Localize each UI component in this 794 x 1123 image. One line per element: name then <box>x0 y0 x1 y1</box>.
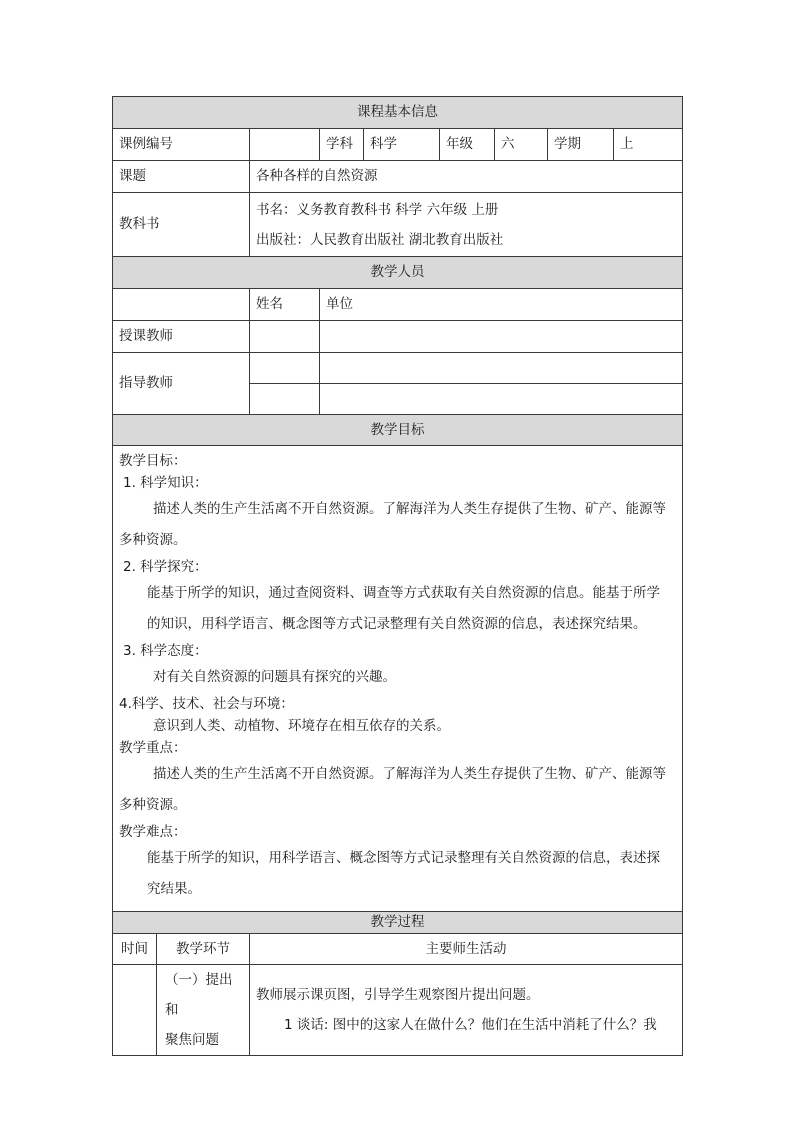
difficulty-line-2: 究结果。 <box>147 881 201 897</box>
teacher-label: 授课教师 <box>113 321 250 353</box>
activity-1-line-2: 1 谈话: 图中的这家人在做什么？他们在生活中消耗了什么？我 <box>284 1017 657 1033</box>
inquiry-title: 2. 科学探究： <box>123 559 208 575</box>
term-label: 学期 <box>548 129 614 161</box>
activity-cell-1 <box>250 965 683 1056</box>
key-points-line-1: 描述人类的生产生活离不开自然资源。了解海洋为人类生存提供了生物、矿产、能源等 <box>153 766 666 782</box>
section-basic-info: 课程基本信息 <box>113 97 683 129</box>
sts-line-1: 意识到人类、动植物、环境存在相互依存的关系。 <box>153 718 450 734</box>
teacher-name-cell <box>250 321 320 353</box>
term-value: 上 <box>614 129 683 161</box>
inquiry-line-2: 的知识，用科学语言、概念图等方式记录整理有关自然资源的信息，表述探究结果。 <box>147 616 647 632</box>
lesson-plan-table <box>112 96 683 1056</box>
staff-blank-header <box>113 289 250 321</box>
stage-header: 教学环节 <box>157 934 250 965</box>
unit-header: 单位 <box>320 289 683 321</box>
name-header: 姓名 <box>250 289 320 321</box>
stage-cell-1 <box>157 965 250 1056</box>
textbook-info <box>250 193 683 257</box>
sts-title: 4.科学、技术、社会与环境： <box>119 696 294 712</box>
lesson-plan-page <box>112 96 682 1056</box>
time-header: 时间 <box>113 934 157 965</box>
topic-label: 课题 <box>113 161 250 193</box>
key-points-line-2: 多种资源。 <box>119 797 187 813</box>
stage-1-line-1: （一）提出和 <box>165 972 233 1018</box>
case-number-label: 课例编号 <box>113 129 250 161</box>
difficulty-title: 教学难点： <box>119 824 187 840</box>
attitude-title: 3. 科学态度： <box>123 643 208 659</box>
section-goals: 教学目标 <box>113 415 683 446</box>
activity-1-line-1: 教师展示课页图，引导学生观察图片提出问题。 <box>256 987 540 1003</box>
attitude-line-1: 对有关自然资源的问题具有探究的兴趣。 <box>153 669 396 685</box>
knowledge-line-1: 描述人类的生产生活离不开自然资源。了解海洋为人类生存提供了生物、矿产、能源等 <box>153 501 666 517</box>
mentor-label: 指导教师 <box>113 353 250 415</box>
time-cell-1 <box>113 965 157 1056</box>
goals-content <box>113 446 683 912</box>
activity-header: 主要师生活动 <box>250 934 683 965</box>
teacher-unit-cell <box>320 321 683 353</box>
key-points-title: 教学重点： <box>119 740 187 756</box>
knowledge-title: 1. 科学知识： <box>123 475 208 491</box>
mentor-unit-cell-1 <box>320 353 683 384</box>
inquiry-line-1: 能基于所学的知识，通过查阅资料、调查等方式获取有关自然资源的信息。能基于所学 <box>147 585 660 601</box>
mentor-name-cell-2 <box>250 384 320 415</box>
textbook-publisher: 出版社：人民教育出版社 湖北教育出版社 <box>256 231 504 248</box>
grade-label: 年级 <box>440 129 495 161</box>
section-process: 教学过程 <box>113 912 683 934</box>
goals-heading: 教学目标： <box>119 453 187 469</box>
mentor-unit-cell-2 <box>320 384 683 415</box>
section-staff: 教学人员 <box>113 257 683 289</box>
knowledge-line-2: 多种资源。 <box>119 532 187 548</box>
mentor-name-cell-1 <box>250 353 320 384</box>
difficulty-line-1: 能基于所学的知识，用科学语言、概念图等方式记录整理有关自然资源的信息，表述探 <box>147 850 660 866</box>
subject-value: 科学 <box>364 129 440 161</box>
textbook-label: 教科书 <box>113 193 250 257</box>
grade-value: 六 <box>495 129 548 161</box>
topic-value: 各种各样的自然资源 <box>250 161 683 193</box>
case-number-value <box>250 129 320 161</box>
stage-1-line-2: 聚焦问题 <box>165 1032 219 1048</box>
textbook-book: 书名：义务教育教科书 科学 六年级 上册 <box>256 201 499 218</box>
subject-label: 学科 <box>320 129 364 161</box>
